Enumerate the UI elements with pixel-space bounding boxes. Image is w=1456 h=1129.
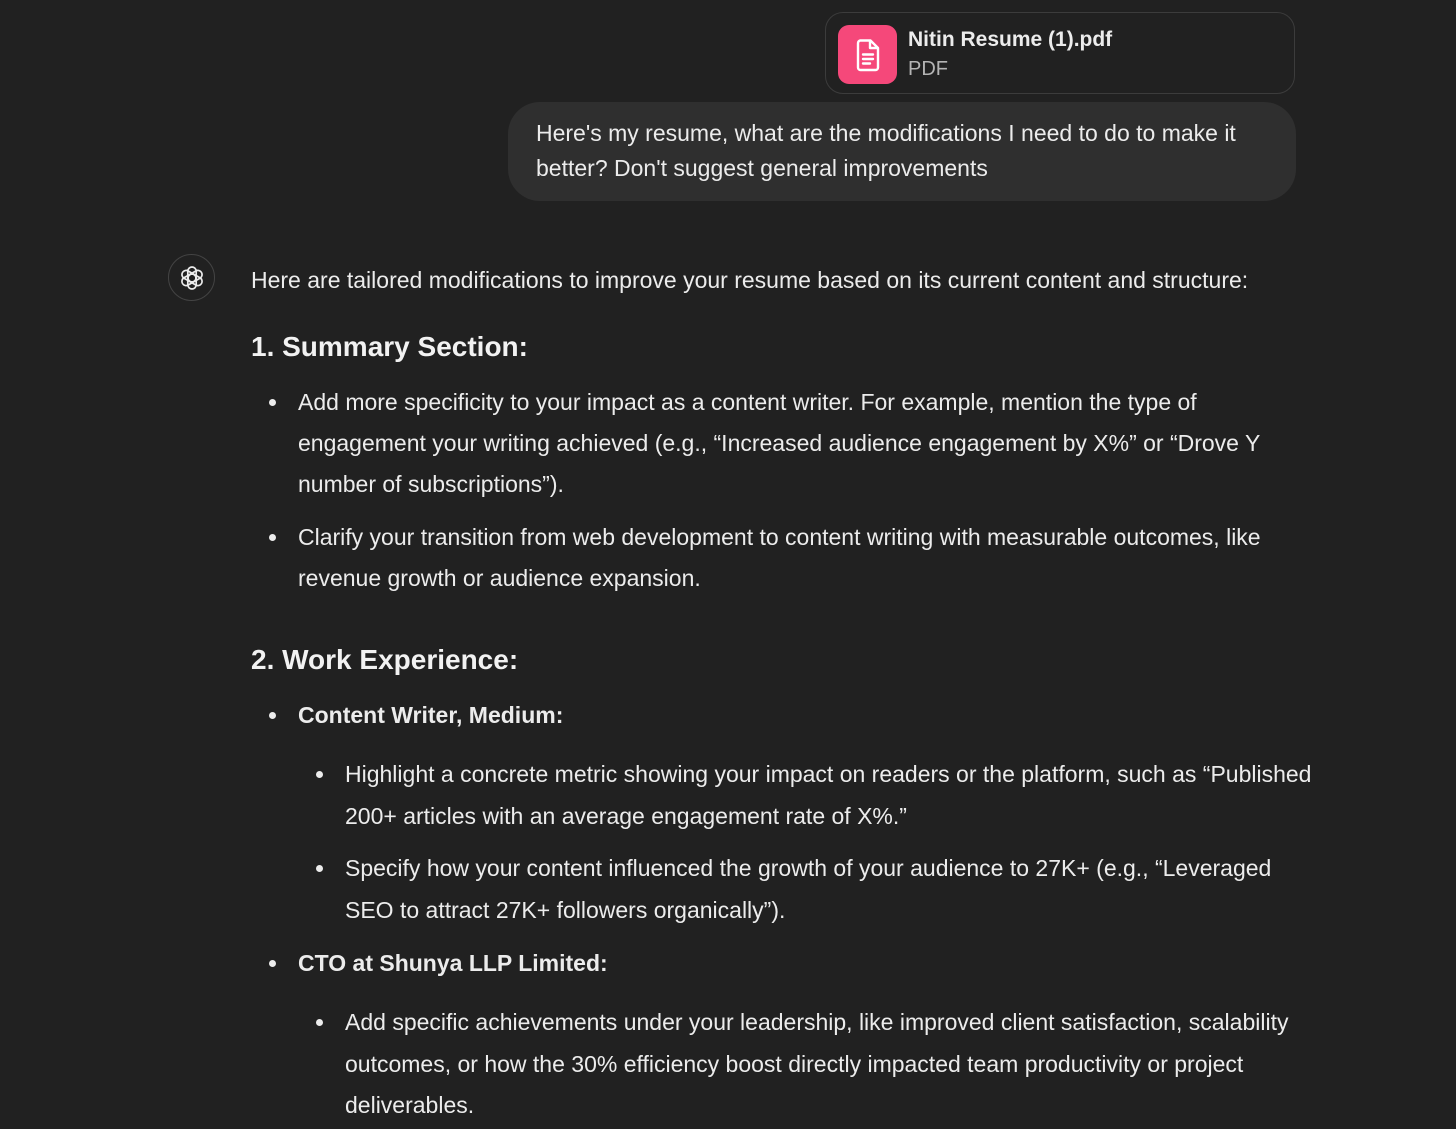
section-heading-work-experience: 2. Work Experience: xyxy=(251,644,519,675)
job-bullet-list xyxy=(298,1002,1321,1127)
list-item: Highlight a concrete metric showing your impact on readers or the platform, such as “Published 200+ articles with an average engagement rate of X%.” xyxy=(298,754,1321,837)
job-bullet-list xyxy=(298,754,1321,931)
assistant-message xyxy=(251,262,1321,1127)
job-title: CTO at Shunya LLP Limited: xyxy=(298,950,608,976)
assistant-intro: Here are tailored modifications to improve your resume based on its current content and structure: xyxy=(251,267,1249,293)
attachment-file-name: Nitin Resume (1).pdf xyxy=(908,28,1113,51)
openai-logo-icon xyxy=(178,264,206,292)
list-item: Add more specificity to your impact as a content writer. For example, mention the type of engagement your writing achieved (e.g., “Increased audience engagement by X%” or “Drove Y number of subscriptions”). xyxy=(251,382,1321,505)
attachment-file-type: PDF xyxy=(908,58,948,80)
summary-bullet-list xyxy=(251,382,1321,599)
file-attachment-card[interactable] xyxy=(825,12,1295,94)
list-item: Specify how your content influenced the growth of your audience to 27K+ (e.g., “Leveraged SEO to attract 27K+ followers organically”). xyxy=(298,848,1321,931)
job-title: Content Writer, Medium: xyxy=(298,702,564,728)
document-icon xyxy=(838,25,897,84)
job-item xyxy=(251,695,1321,931)
work-experience-list xyxy=(251,695,1321,1127)
job-item xyxy=(251,943,1321,1127)
list-item: Clarify your transition from web development to content writing with measurable outcomes, like revenue growth or audience expansion. xyxy=(251,517,1321,599)
list-item: Add specific achievements under your leadership, like improved client satisfaction, scalability outcomes, or how the 30% efficiency boost directly impacted team productivity or project deliverables. xyxy=(298,1002,1321,1127)
user-message-bubble: Here's my resume, what are the modifications I need to do to make it better? Don't suggest general improvements xyxy=(508,102,1296,201)
section-heading-summary: 1. Summary Section: xyxy=(251,331,528,362)
assistant-avatar xyxy=(168,254,215,301)
